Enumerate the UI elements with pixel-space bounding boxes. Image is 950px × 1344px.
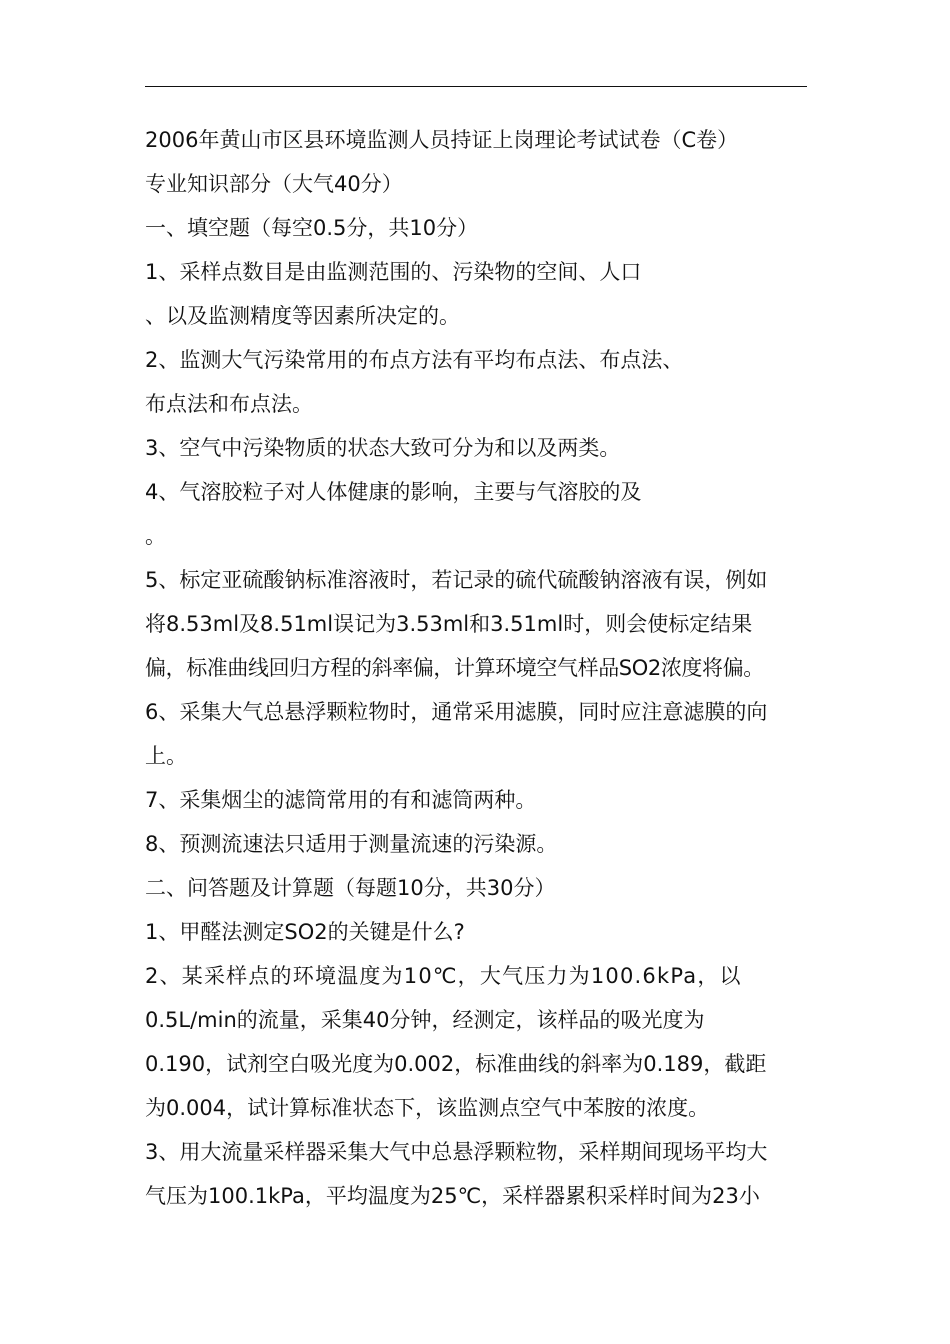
question-text: 3、用大流量采样器采集大气中总悬浮颗粒物，采样期间现场平均大 [145,1140,768,1164]
question-text: 气压为100.1kPa，平均温度为25℃，采样器累积采样时间为23小 [145,1184,760,1208]
question-text: 5、标定亚硫酸钠标准溶液时，若记录的硫代硫酸钠溶液有误，例如 [145,568,768,592]
question-text: 将8.53ml及8.51ml误记为3.53ml和3.51ml时，则会使标定结果 [145,612,753,636]
question-text: 7、采集烟尘的滤筒常用的有和滤筒两种。 [145,788,537,812]
document-body [145,118,813,1218]
question-text: 6、采集大气总悬浮颗粒物时，通常采用滤膜，同时应注意滤膜的向 [145,700,768,724]
question-text: 上。 [145,744,187,768]
question-text: 8、预测流速法只适用于测量流速的污染源。 [145,832,558,856]
question-text: 1、甲醛法测定SO2的关键是什么? [145,920,465,944]
question-text: 4、气溶胶粒子对人体健康的影响，主要与气溶胶的及 [145,480,642,504]
question-text: 布点法和布点法。 [145,392,313,416]
question-text: 0.5L/min的流量，采集40分钟，经测定，该样品的吸光度为 [145,1008,705,1032]
question-text: 偏，标准曲线回归方程的斜率偏，计算环境空气样品SO2浓度将偏。 [145,656,764,680]
exam-title: 2006年黄山市区县环境监测人员持证上岗理论考试试卷（C卷） [145,128,739,152]
question-text: 2、某采样点的环境温度为10℃，大气压力为100.6kPa，以 [145,964,742,988]
question-text: 、以及监测精度等因素所决定的。 [145,304,460,328]
question-text: 3、空气中污染物质的状态大致可分为和以及两类。 [145,436,621,460]
question-text: 0.190，试剂空白吸光度为0.002，标准曲线的斜率为0.189，截距 [145,1052,767,1076]
part-heading-qa: 二、问答题及计算题（每题10分，共30分） [145,876,556,900]
question-text: 为0.004，试计算标准状态下，该监测点空气中苯胺的浓度。 [145,1096,710,1120]
header-rule [145,86,807,87]
question-text: 。 [145,524,166,548]
section-heading: 专业知识部分（大气40分） [145,172,403,196]
question-text: 2、监测大气污染常用的布点方法有平均布点法、布点法、 [145,348,684,372]
question-text: 1、采样点数目是由监测范围的、污染物的空间、人口 [145,260,642,284]
part-heading-fill-in: 一、填空题（每空0.5分，共10分） [145,216,479,240]
